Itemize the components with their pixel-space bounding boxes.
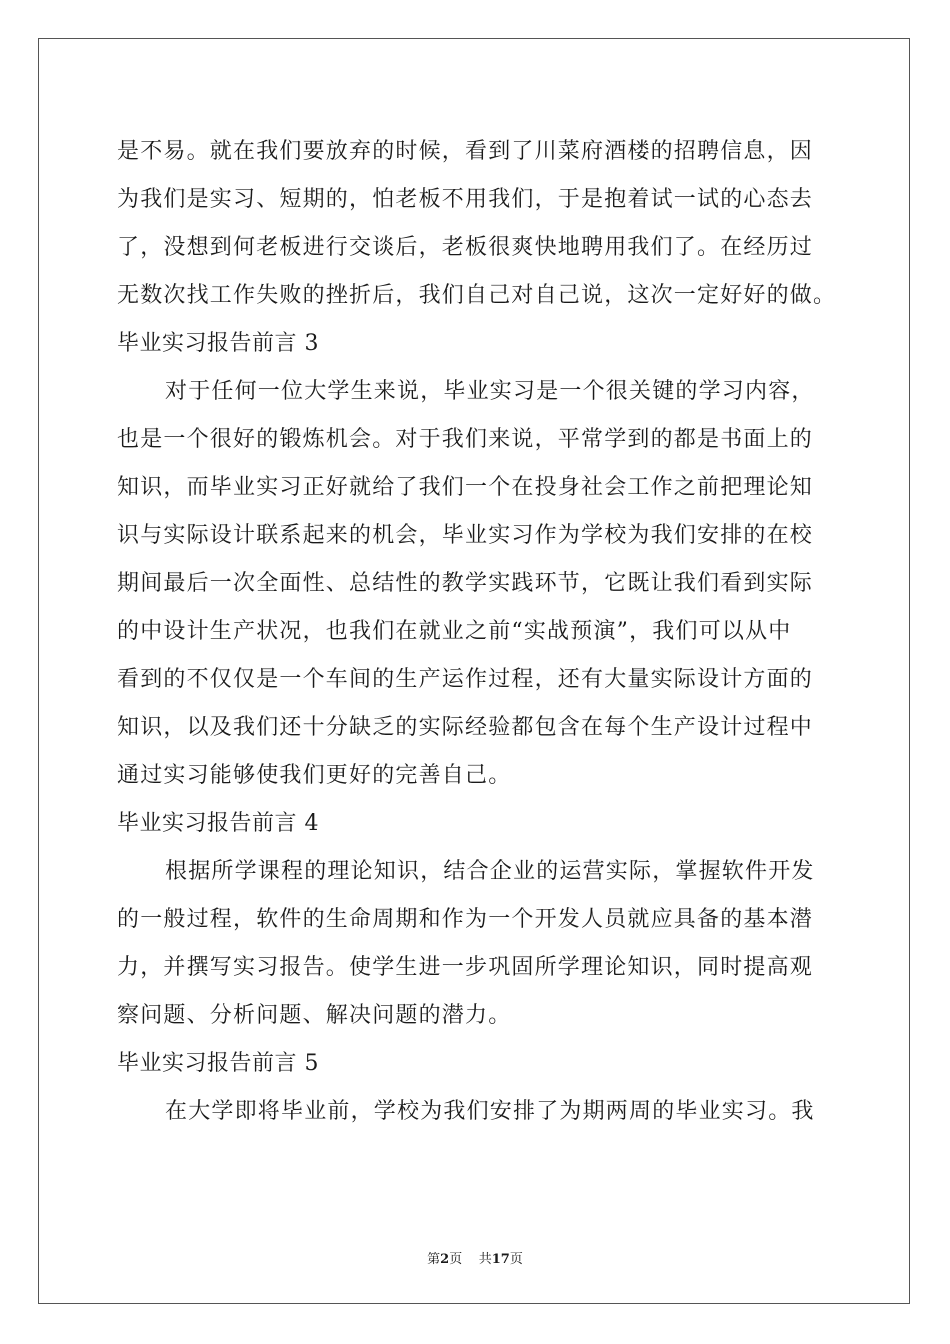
total-pages: 17 [491, 1252, 510, 1267]
paragraph-line: 根据所学课程的理论知识，结合企业的运营实际，掌握软件开发 [165, 859, 815, 884]
paragraph-line: 知识，而毕业实习正好就给了我们一个在投身社会工作之前把理论知 [117, 475, 814, 500]
paragraph-line: 对于任何一位大学生来说，毕业实习是一个很关键的学习内容， [165, 379, 815, 404]
page-number: 2 [440, 1252, 450, 1267]
paragraph-line: 知识，以及我们还十分缺乏的实际经验都包含在每个生产设计过程中 [117, 715, 814, 740]
paragraph-line: 也是一个很好的锻炼机会。对于我们来说，平常学到的都是书面上的 [117, 427, 814, 452]
paragraph-line: 是不易。就在我们要放弃的时候，看到了川菜府酒楼的招聘信息，因 [117, 139, 814, 164]
page-number-prefix: 第 [427, 1252, 441, 1267]
paragraph-line: 察问题、分析问题、解决问题的潜力。 [117, 1003, 512, 1028]
page-footer [0, 1248, 950, 1267]
paragraph-line: 识与实际设计联系起来的机会，毕业实习作为学校为我们安排的在校 [117, 523, 814, 548]
paragraph-line: 了，没想到何老板进行交谈后，老板很爽快地聘用我们了。在经历过 [117, 235, 814, 260]
section-heading: 毕业实习报告前言 3 [117, 331, 319, 356]
paragraph-line: 在大学即将毕业前，学校为我们安排了为期两周的毕业实习。我 [165, 1099, 815, 1124]
paragraph-line: 看到的不仅仅是一个车间的生产运作过程，还有大量实际设计方面的 [117, 667, 814, 692]
section-heading: 毕业实习报告前言 4 [117, 811, 319, 836]
paragraph-line: 力，并撰写实习报告。使学生进一步巩固所学理论知识，同时提高观 [117, 955, 814, 980]
paragraph-line: 的中设计生产状况，也我们在就业之前“实战预演”，我们可以从中 [117, 619, 792, 644]
total-pages-prefix: 共 [478, 1252, 492, 1267]
document-body [117, 128, 837, 1136]
paragraph-line: 期间最后一次全面性、总结性的教学实践环节，它既让我们看到实际 [117, 571, 814, 596]
section-heading: 毕业实习报告前言 5 [117, 1051, 319, 1076]
paragraph-line: 为我们是实习、短期的，怕老板不用我们，于是抱着试一试的心态去 [117, 187, 814, 212]
paragraph-line: 通过实习能够使我们更好的完善自己。 [117, 763, 512, 788]
paragraph-line: 的一般过程，软件的生命周期和作为一个开发人员就应具备的基本潜 [117, 907, 814, 932]
paragraph-line: 无数次找工作失败的挫折后，我们自己对自己说，这次一定好好的做。 [117, 283, 837, 308]
page-number-suffix: 页 [449, 1252, 463, 1267]
total-pages-suffix: 页 [509, 1252, 523, 1267]
